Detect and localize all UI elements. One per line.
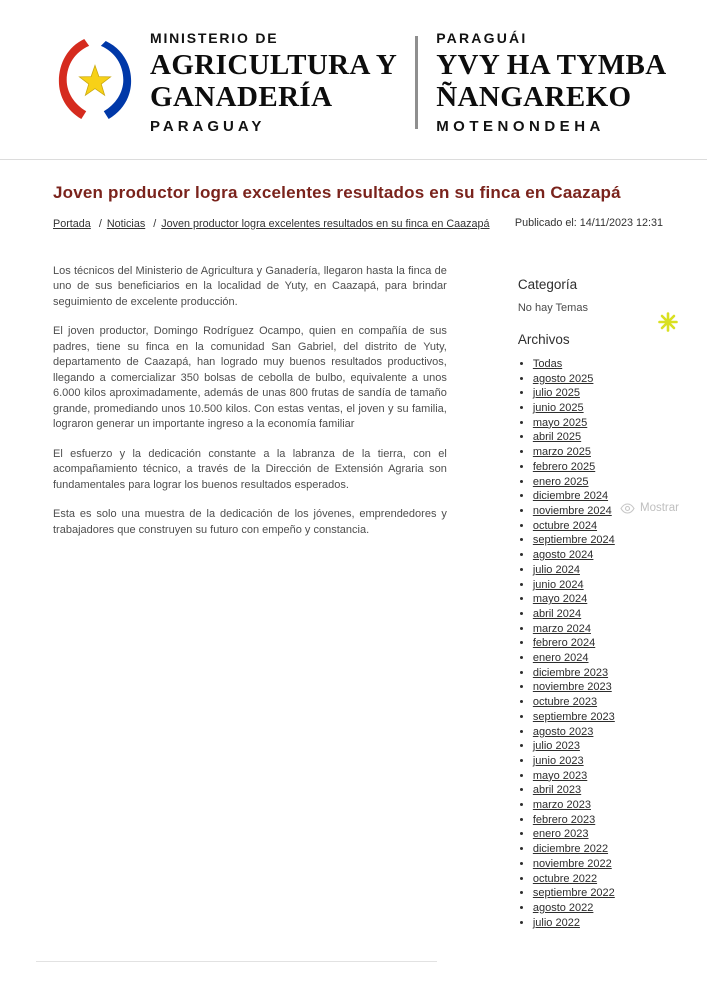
archive-list-item	[533, 563, 663, 578]
archive-list-item	[533, 401, 663, 416]
content-columns	[53, 264, 663, 930]
brand-ganaderia: GANADERÍA	[150, 81, 333, 114]
archive-list-item	[533, 607, 663, 622]
archive-link[interactable]: mayo 2025	[532, 416, 588, 429]
page-title: Joven productor logra excelentes resultados en su finca en Caazapá	[53, 182, 621, 202]
archive-list-item	[533, 386, 663, 401]
article-paragraph: El joven productor, Domingo Rodríguez Ocampo, quien en compañía de sus padres, tiene su finca en la comunidad San Gabriel, del distrito de Yuty, departamento de Caazapá, han logrado muy buenos resultados productivos, llegando a comercializar 350 bolsas de cebolla de bulbo, equivalente a unos 6.000 kilos aproximadamente, además de unas 800 frutas de sandía de tamaño grande, promediando unos 10.500 kilos. Con estas ventas, el joven y su familia, lograron generar un importante ingreso a la economía familiar	[53, 325, 447, 431]
archive-link[interactable]: enero 2025	[532, 475, 589, 488]
archive-list-item	[533, 769, 663, 784]
archive-link[interactable]: diciembre 2024	[532, 490, 609, 503]
archive-link[interactable]: abril 2023	[532, 784, 582, 797]
archive-list-item	[533, 754, 663, 769]
archive-list-item	[533, 710, 663, 725]
breadcrumb-link[interactable]: Portada	[53, 217, 91, 230]
breadcrumb	[53, 215, 490, 234]
archive-link[interactable]: mayo 2023	[532, 769, 588, 782]
archive-list-item	[533, 445, 663, 460]
archive-list-item	[533, 430, 663, 445]
brand-motenondeha: MOTENONDEHA	[436, 117, 605, 135]
article-meta-row	[53, 215, 663, 234]
archives-list	[518, 357, 663, 930]
archive-list-item	[533, 872, 663, 887]
archive-list-item	[533, 651, 663, 666]
archive-link[interactable]: octubre 2022	[532, 872, 598, 885]
archive-link[interactable]: enero 2024	[532, 652, 589, 665]
brand-ministerio-de: MINISTERIO DE	[150, 30, 279, 46]
archive-link[interactable]: julio 2025	[532, 387, 580, 400]
archive-link[interactable]: noviembre 2023	[532, 681, 612, 694]
archive-list-item	[533, 460, 663, 475]
archive-link[interactable]: diciembre 2022	[532, 843, 609, 856]
archive-list-item	[533, 739, 663, 754]
sidebar	[518, 264, 663, 930]
archive-list-item	[533, 901, 663, 916]
archive-list-item	[533, 622, 663, 637]
brand-spanish	[150, 30, 397, 135]
archive-link[interactable]: septiembre 2023	[532, 710, 615, 723]
archive-list-item	[533, 636, 663, 651]
archive-link[interactable]: octubre 2024	[532, 519, 598, 532]
archive-list-item	[533, 783, 663, 798]
breadcrumb-item	[94, 218, 148, 230]
archive-link[interactable]: junio 2023	[532, 754, 584, 767]
archive-list-item	[533, 592, 663, 607]
archive-list-item	[533, 475, 663, 490]
archive-link[interactable]: octubre 2023	[532, 696, 598, 709]
archive-link[interactable]: julio 2023	[532, 740, 580, 753]
brand-agricultura: AGRICULTURA Y	[150, 49, 398, 81]
breadcrumb-item	[148, 218, 489, 230]
archive-link[interactable]: septiembre 2022	[532, 887, 615, 900]
archive-list-item	[533, 842, 663, 857]
brand-nangareko: ÑANGAREKO	[436, 81, 632, 114]
brand-paraguai: PARAGUÁI	[436, 30, 528, 46]
archive-link[interactable]: marzo 2024	[532, 622, 591, 635]
archive-list-item	[533, 827, 663, 842]
article-paragraph: Los técnicos del Ministerio de Agricultura y Ganadería, llegaron hasta la finca de uno de sus beneficiarios en la localidad de Yuty, en Caazapá, para brindar seguimiento de excelente producción.	[53, 264, 447, 308]
mag-paraguay-emblem-icon	[54, 34, 136, 131]
archive-link[interactable]: febrero 2025	[532, 460, 596, 473]
archive-link[interactable]: enero 2023	[532, 828, 589, 841]
archive-link[interactable]: Todas	[532, 357, 563, 370]
archive-list-item	[533, 357, 663, 372]
archive-list-item	[533, 725, 663, 740]
archive-link[interactable]: diciembre 2023	[532, 666, 609, 679]
archive-list-item	[533, 533, 663, 548]
archive-list-item	[533, 666, 663, 681]
archive-link[interactable]: abril 2024	[532, 607, 582, 620]
archive-list-item	[533, 416, 663, 431]
eye-icon	[620, 503, 635, 514]
archive-link[interactable]: noviembre 2022	[532, 857, 612, 870]
breadcrumb-separator: /	[98, 217, 102, 230]
brand-yvy-ha-tymba: YVY HA TYMBA	[436, 49, 667, 81]
footer-divider	[36, 961, 437, 962]
archive-link[interactable]: febrero 2023	[532, 813, 596, 826]
brand-guarani	[436, 30, 666, 135]
breadcrumb-item	[53, 218, 94, 230]
category-empty-text: No hay Temas	[517, 301, 588, 314]
archive-link[interactable]: junio 2024	[532, 578, 584, 591]
archive-link[interactable]: mayo 2024	[532, 593, 588, 606]
article-paragraph: Esta es solo una muestra de la dedicación de los jóvenes, emprendedores y trabajadores que construyen su futuro con empeño y constancia.	[53, 508, 447, 536]
archive-link[interactable]: agosto 2023	[532, 725, 594, 738]
breadcrumb-link[interactable]: Joven productor logra excelentes resultados en su finca en Caazapá	[161, 217, 490, 230]
archive-link[interactable]: julio 2024	[532, 563, 580, 576]
archive-link[interactable]: febrero 2024	[532, 637, 596, 650]
archive-link[interactable]: marzo 2025	[532, 446, 591, 459]
archive-list-item	[533, 857, 663, 872]
archive-list-item	[533, 695, 663, 710]
archive-list-item	[533, 813, 663, 828]
published-date: Publicado el: 14/11/2023 12:31	[514, 216, 663, 229]
category-heading: Categoría	[517, 276, 578, 292]
archive-list-item	[533, 372, 663, 387]
archive-list-item	[533, 578, 663, 593]
archive-list-item	[533, 680, 663, 695]
archive-link[interactable]: julio 2022	[532, 916, 580, 929]
archive-link[interactable]: agosto 2022	[532, 901, 594, 914]
archive-link[interactable]: septiembre 2024	[532, 534, 615, 547]
archive-link[interactable]: agosto 2025	[532, 372, 594, 385]
article-body	[53, 264, 447, 930]
mostrar-label: Mostrar	[640, 502, 679, 514]
brand-paraguay: PARAGUAY	[150, 117, 266, 135]
archive-list-item	[533, 519, 663, 534]
archive-link[interactable]: abril 2025	[532, 431, 582, 444]
archive-link[interactable]: noviembre 2024	[532, 505, 612, 517]
archive-link[interactable]: agosto 2024	[532, 549, 594, 562]
archive-list-item	[533, 798, 663, 813]
breadcrumb-link[interactable]: Noticias	[106, 217, 146, 230]
mostrar-tooltip[interactable]	[617, 501, 682, 515]
archive-list-item	[533, 886, 663, 901]
archive-link[interactable]: junio 2025	[532, 402, 584, 415]
archive-list-item	[533, 548, 663, 563]
archive-link[interactable]: marzo 2023	[532, 799, 591, 812]
header-vertical-divider	[415, 36, 418, 129]
accessibility-widget-icon[interactable]	[658, 312, 678, 337]
site-header	[0, 0, 707, 151]
breadcrumb-separator: /	[153, 217, 157, 230]
main-content	[0, 160, 707, 930]
archives-heading: Archivos	[517, 331, 570, 347]
archive-list-item	[533, 916, 663, 931]
article-paragraph: El esfuerzo y la dedicación constante a la labranza de la tierra, con el acompañamiento técnico, a través de la Dirección de Extensión Agraria son fundamentales para lograr los buenos resultados esperados.	[53, 447, 447, 491]
